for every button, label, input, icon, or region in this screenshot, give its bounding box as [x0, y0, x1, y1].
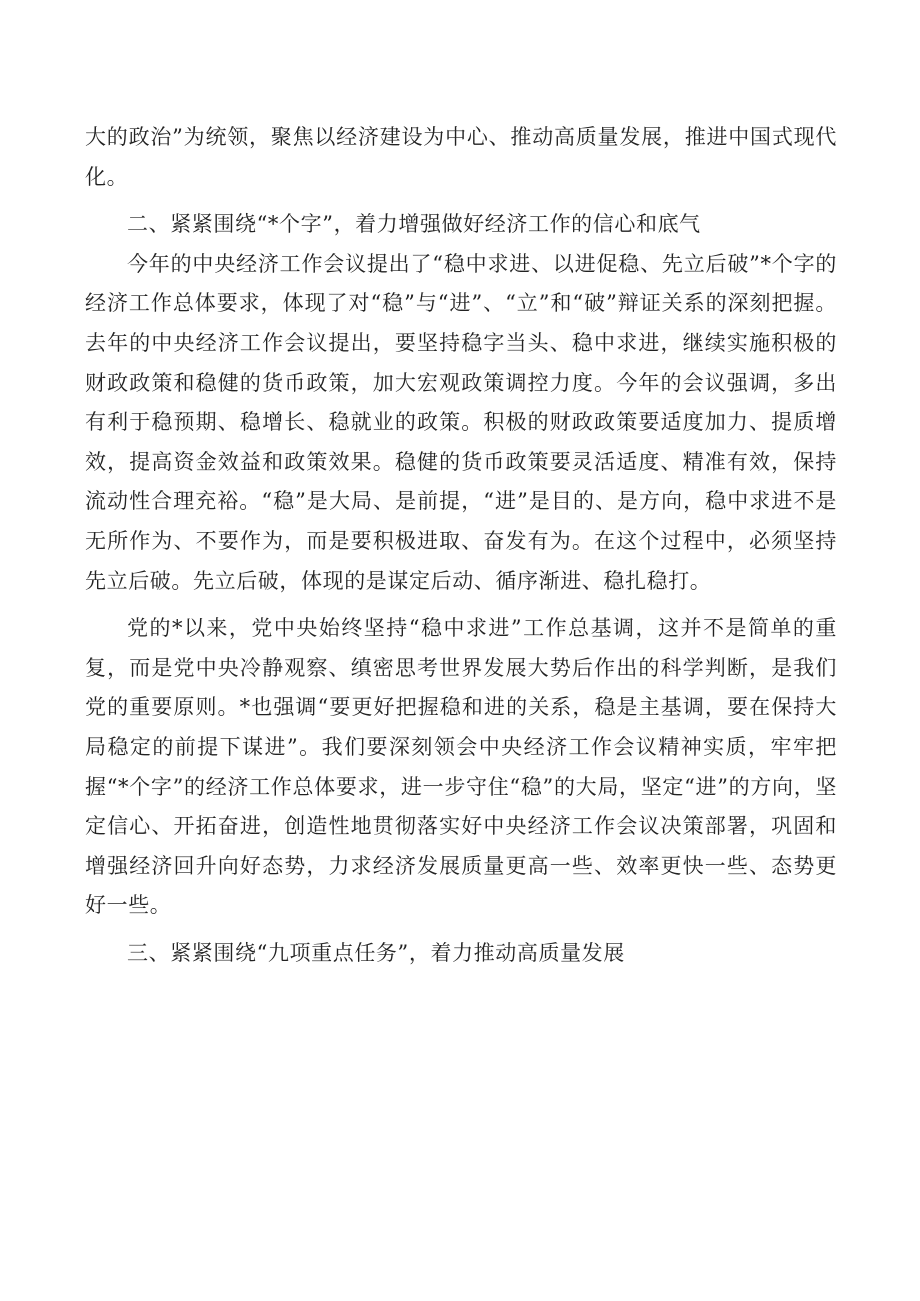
document-page [85, 118, 837, 973]
spacer [85, 926, 837, 934]
continued-paragraph: 大的政治”为统领，聚焦以经济建设为中心、推动高质量发展，推进中国式现代化。 [85, 125, 837, 189]
spacer [85, 197, 837, 205]
body-paragraph-2: 党的*以来，党中央始终坚持“稳中求进”工作总基调，这并不是简单的重复，而是党中央冷静观察、缜密思考世界发展大势后作出的科学判断，是我们党的重要原则。*也强调“要更好把握稳和进的关系，稳是主基调，要在保持大局稳定的前提下谋进”。我们要深刻领会中央经济工作会议精神实质，牢牢把握“*个字”的经济工作总体要求，进一步守住“稳”的大局，坚定“进”的方向，坚定信心、开拓奋进，创造性地贯彻落实好中央经济工作会议决策部署，巩固和增强经济回升向好态势，力求经济发展质量更高一些、效率更快一些、态势更好一些。 [85, 616, 837, 918]
section-heading-three: 三、紧紧围绕“九项重点任务”，着力推动高质量发展 [127, 940, 625, 965]
spacer [85, 601, 837, 609]
body-paragraph-1: 今年的中央经济工作会议提出了“稳中求进、以进促稳、先立后破”*个字的经济工作总体要求，体现了对“稳”与“进”、“立”和“破”辩证关系的深刻把握。去年的中央经济工作会议提出，要坚持稳字当头、稳中求进，继续实施积极的财政政策和稳健的货币政策，加大宏观政策调控力度。今年的会议强调，多出有利于稳预期、稳增长、稳就业的政策。积极的财政政策要适度加力、提质增效，提高资金效益和政策效果。稳健的货币政策要灵活适度、精准有效，保持流动性合理充裕。“稳”是大局、是前提，“进”是目的、是方向，稳中求进不是无所作为、不要作为，而是要积极进取、奋发有为。在这个过程中，必须坚持先立后破。先立后破，体现的是谋定后动、循序渐进、稳扎稳打。 [85, 251, 837, 593]
section-heading-two: 二、紧紧围绕“*个字”，着力增强做好经济工作的信心和底气 [127, 212, 701, 237]
